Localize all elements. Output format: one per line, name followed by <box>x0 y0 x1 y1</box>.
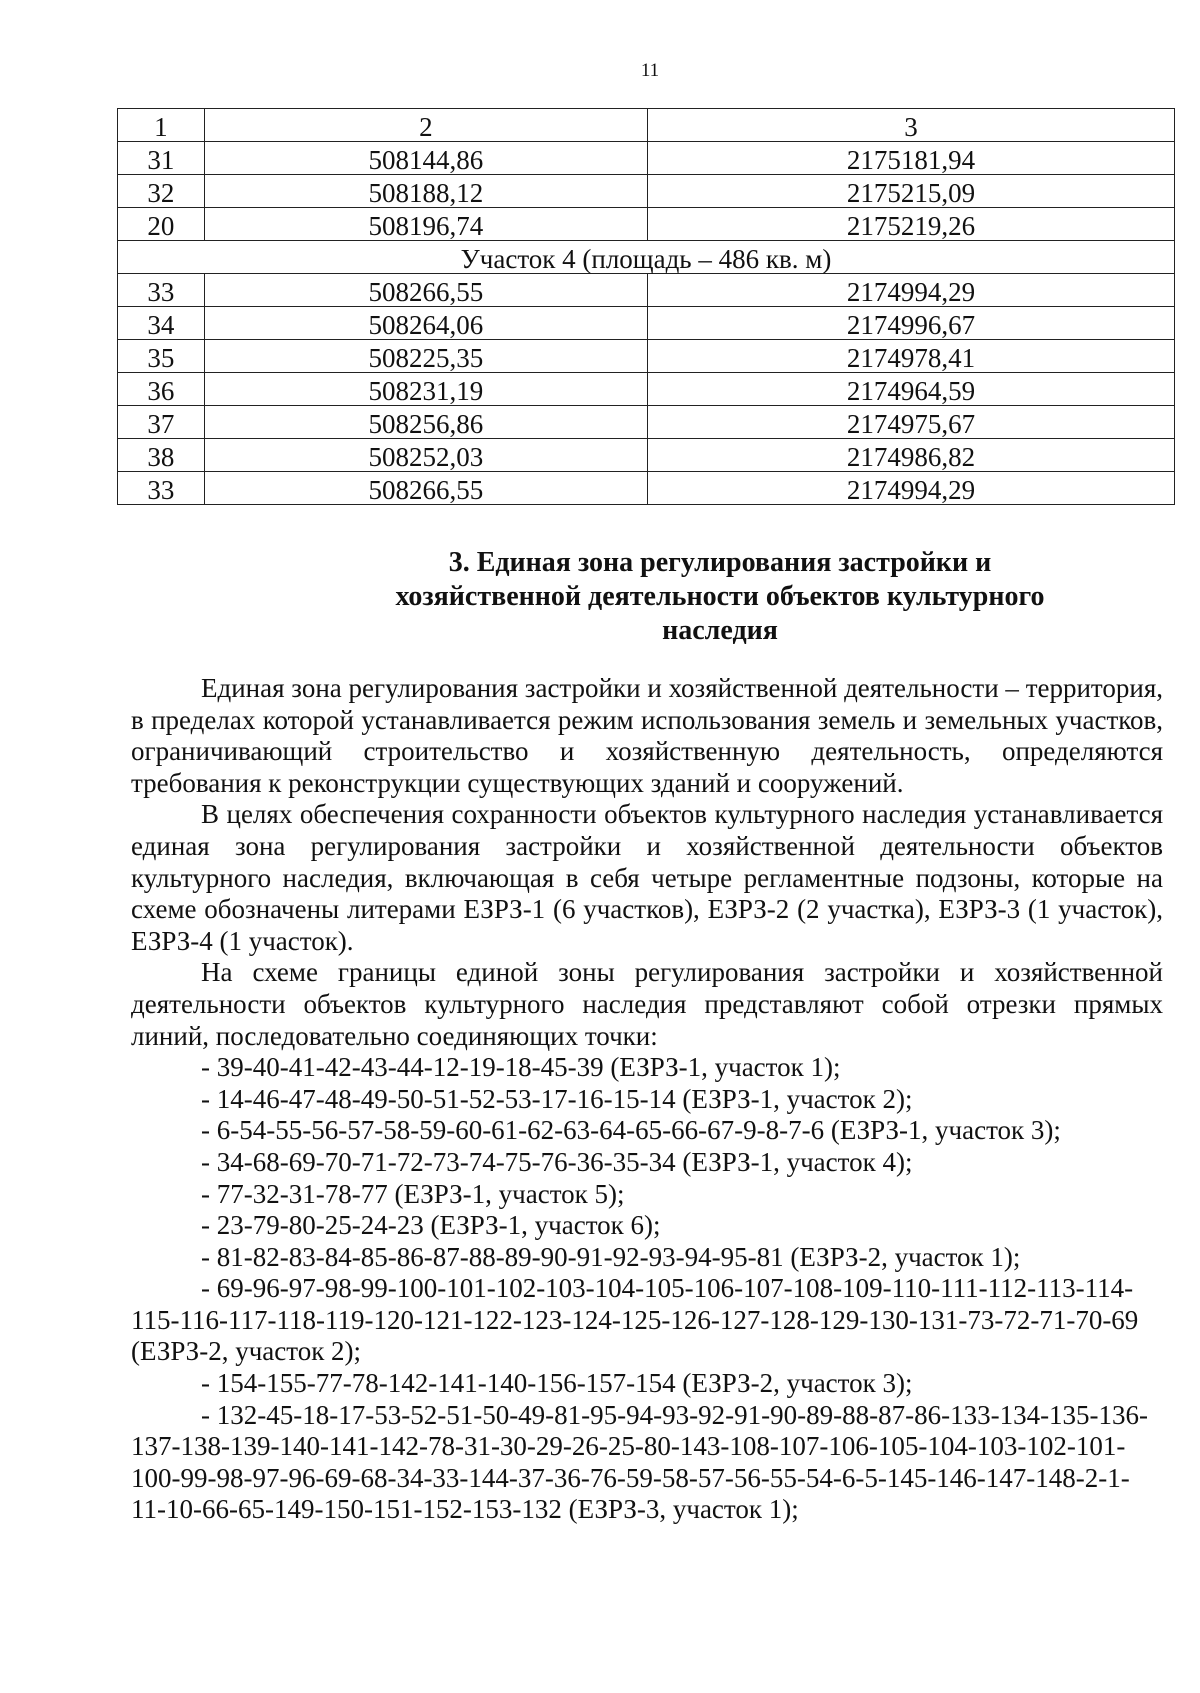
x-coordinate: 508196,74 <box>204 208 647 241</box>
section-heading <box>250 546 1190 648</box>
table-row <box>118 307 1175 340</box>
table-row <box>118 340 1175 373</box>
point-number: 32 <box>118 175 205 208</box>
list-item: - 34-68-69-70-71-72-73-74-75-76-36-35-34 (ЕЗРЗ-1, участок 4); <box>131 1147 1163 1179</box>
list-item: - 14-46-47-48-49-50-51-52-53-17-16-15-14 (ЕЗРЗ-1, участок 2); <box>131 1084 1163 1116</box>
table-section-row <box>118 241 1175 274</box>
list-item: - 23-79-80-25-24-23 (ЕЗРЗ-1, участок 6); <box>131 1210 1163 1242</box>
y-coordinate: 2175181,94 <box>648 142 1175 175</box>
header-cell: 3 <box>648 109 1175 142</box>
list-item: - 39-40-41-42-43-44-12-19-18-45-39 (ЕЗРЗ-1, участок 1); <box>131 1052 1163 1084</box>
header-cell: 2 <box>204 109 647 142</box>
point-number: 36 <box>118 373 205 406</box>
x-coordinate: 508266,55 <box>204 472 647 505</box>
point-number: 33 <box>118 274 205 307</box>
y-coordinate: 2174994,29 <box>648 472 1175 505</box>
y-coordinate: 2175219,26 <box>648 208 1175 241</box>
section-heading-line: 3. Единая зона регулирования застройки и <box>448 547 992 578</box>
table-row <box>118 175 1175 208</box>
y-coordinate: 2174978,41 <box>648 340 1175 373</box>
y-coordinate: 2174996,67 <box>648 307 1175 340</box>
y-coordinate: 2174975,67 <box>648 406 1175 439</box>
x-coordinate: 508252,03 <box>204 439 647 472</box>
list-item: - 81-82-83-84-85-86-87-88-89-90-91-92-93-94-95-81 (ЕЗРЗ-2, участок 1); <box>131 1242 1163 1274</box>
table-row <box>118 142 1175 175</box>
section-heading-line: наследия <box>662 615 778 647</box>
section-label: Участок 4 (площадь – 486 кв. м) <box>118 241 1175 274</box>
point-number: 38 <box>118 439 205 472</box>
x-coordinate: 508256,86 <box>204 406 647 439</box>
boundary-point-list <box>131 1052 1163 1526</box>
section-body <box>131 673 1163 1526</box>
y-coordinate: 2174994,29 <box>648 274 1175 307</box>
point-number: 37 <box>118 406 205 439</box>
table-row <box>118 373 1175 406</box>
list-item: - 77-32-31-78-77 (ЕЗРЗ-1, участок 5); <box>131 1179 1163 1211</box>
table-header-row <box>118 109 1175 142</box>
x-coordinate: 508231,19 <box>204 373 647 406</box>
x-coordinate: 508264,06 <box>204 307 647 340</box>
y-coordinate: 2175215,09 <box>648 175 1175 208</box>
y-coordinate: 2174986,82 <box>648 439 1175 472</box>
point-number: 33 <box>118 472 205 505</box>
table-row <box>118 406 1175 439</box>
x-coordinate: 508225,35 <box>204 340 647 373</box>
paragraph: На схеме границы единой зоны регулирования застройки и хозяйственной деятельности объектов культурного наследия представляют собой отрезки прямых линий, последовательно соединяющих точки: <box>131 957 1163 1051</box>
table-row <box>118 439 1175 472</box>
table-row <box>118 472 1175 505</box>
list-item: - 6-54-55-56-57-58-59-60-61-62-63-64-65-66-67-9-8-7-6 (ЕЗРЗ-1, участок 3); <box>131 1115 1163 1147</box>
point-number: 20 <box>118 208 205 241</box>
point-number: 31 <box>118 142 205 175</box>
section-heading-line: хозяйственной деятельности объектов культурного <box>395 581 1045 613</box>
y-coordinate: 2174964,59 <box>648 373 1175 406</box>
header-cell: 1 <box>118 109 205 142</box>
table-row <box>118 274 1175 307</box>
list-item: - 132-45-18-17-53-52-51-50-49-81-95-94-93-92-91-90-89-88-87-86-133-134-135-136-137-138-139-140-141-142-78-31-30-29-26-25-80-143-108-107-106-105-104-103-102-101-100-99-98-97-96-69-68-34-33-144-37-36-76-59-58-57-56-55-54-6-5-145-146-147-148-2-1-11-10-66-65-149-150-151-152-153-132 (ЕЗРЗ-3, участок 1); <box>131 1400 1163 1526</box>
page-number: 11 <box>640 60 660 81</box>
point-number: 34 <box>118 307 205 340</box>
x-coordinate: 508266,55 <box>204 274 647 307</box>
list-item: - 154-155-77-78-142-141-140-156-157-154 (ЕЗРЗ-2, участок 3); <box>131 1368 1163 1400</box>
point-number: 35 <box>118 340 205 373</box>
coordinates-table <box>117 108 1175 505</box>
paragraph: Единая зона регулирования застройки и хозяйственной деятельности – территория, в пределах которой устанавливается режим использования земель и земельных участков, ограничивающий строительство и хозяйственную деятельность, определяются требования к реконструкции существующих зданий и сооружений. <box>131 673 1163 798</box>
x-coordinate: 508144,86 <box>204 142 647 175</box>
table-row <box>118 208 1175 241</box>
x-coordinate: 508188,12 <box>204 175 647 208</box>
paragraph: В целях обеспечения сохранности объектов культурного наследия устанавливается единая зона регулирования застройки и хозяйственной деятельности объектов культурного наследия, включающая в себя четыре регламентные подзоны, которые на схеме обозначены литерами ЕЗРЗ-1 (6 участков), ЕЗРЗ-2 (2 участка), ЕЗРЗ-3 (1 участок), ЕЗРЗ-4 (1 участок). <box>131 799 1163 956</box>
list-item: - 69-96-97-98-99-100-101-102-103-104-105-106-107-108-109-110-111-112-113-114-115-116-117-118-119-120-121-122-123-124-125-126-127-128-129-130-131-73-72-71-70-69 (ЕЗРЗ-2, участок 2); <box>131 1273 1163 1368</box>
